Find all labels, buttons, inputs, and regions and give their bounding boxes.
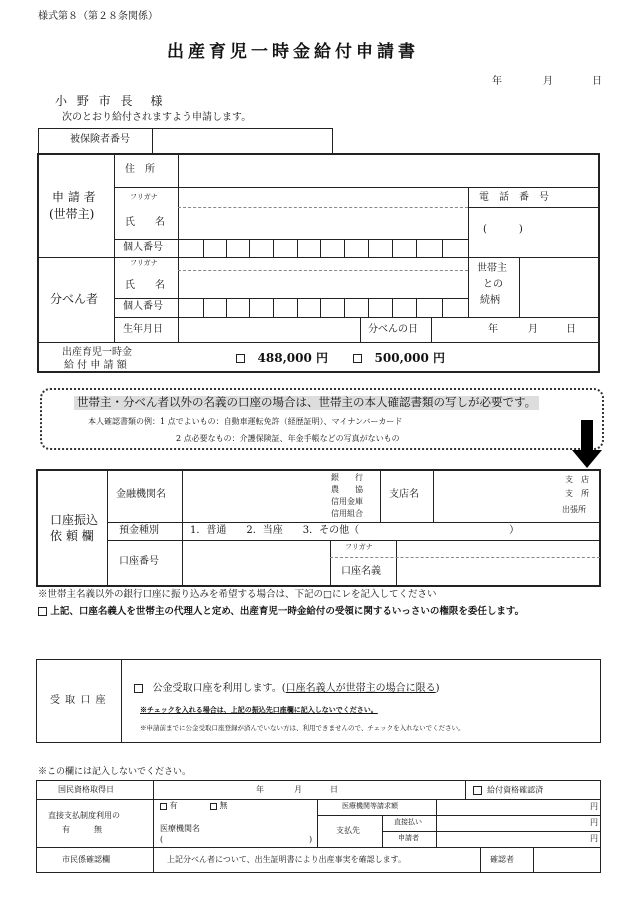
payee-label: 支払先 (336, 826, 360, 835)
branch-type-shucchojo: 出張所 (562, 505, 586, 514)
insured-number-label: 被保険者番号 (70, 134, 130, 145)
account-number-field[interactable] (184, 542, 328, 584)
checkbox-icon (38, 607, 47, 616)
yen-3: 円 (590, 834, 598, 843)
amount-label-sub: 給 付 申 請 額 (64, 360, 127, 371)
qualification-date-label: 国民資格取得日 (58, 785, 114, 794)
checkbox-icon (353, 354, 362, 363)
account-furigana-label: フリガナ (345, 543, 373, 551)
medical-inst-paren-close: ) (309, 835, 313, 844)
checkbox-icon (160, 803, 167, 810)
mother-personal-number-label: 個人番号 (123, 301, 163, 312)
medical-claim-label: 医療機関等請求額 (342, 802, 398, 810)
phone-label: 電 話 番 号 (479, 192, 549, 203)
amount-label: 出産育児一時金 (62, 347, 132, 358)
checkbox-icon (236, 354, 245, 363)
intro-text: 次のとおり給付されますよう申請します。 (62, 112, 252, 123)
address-field[interactable] (180, 156, 598, 186)
applicant-table (37, 153, 600, 373)
branch-label: 支店名 (389, 489, 419, 500)
notice-line-2: 2 点必要なもの：介護保険証、年金手帳などの写真がないもの (176, 434, 400, 443)
branch-type-shiten: 支 店 (565, 475, 589, 484)
mother-name-field[interactable] (180, 272, 466, 296)
mother-furigana-label: フリガナ (130, 259, 158, 267)
qualification-confirmed[interactable]: 給付資格確認済 (473, 786, 543, 795)
deposit-type-options[interactable]: 1．普通 2．当座 3．その他（ ） (190, 525, 520, 536)
mother-name-label: 氏 名 (125, 280, 165, 291)
inst-type-shinkumi: 信用組合 (331, 509, 363, 518)
down-arrow-icon (581, 420, 593, 452)
direct-payment-no[interactable]: 無 (210, 802, 228, 810)
delivery-month: 月 (528, 324, 538, 335)
institution-label: 金融機関名 (116, 489, 166, 500)
applicant-furigana-label: フリガナ (130, 193, 158, 201)
account-name-label: 口座名義 (341, 566, 381, 577)
mother-label: 分べん者 (50, 292, 99, 306)
medical-inst-label: 医療機関名 (160, 824, 200, 833)
qual-day: 日 (330, 785, 338, 794)
bank-note: ※世帯主名義以外の銀行口座に振り込みを希望する場合は、下記の□にレを記入してください (38, 589, 437, 600)
direct-payment-label-sub: 有 無 (62, 825, 102, 834)
office-use-note: ※この欄には記入しないでください。 (38, 767, 192, 777)
delivery-date-label: 分べんの日 (368, 324, 418, 335)
date-day: 日 (592, 76, 602, 87)
branch-field[interactable] (435, 472, 555, 520)
qual-year: 年 (256, 785, 264, 794)
account-number-label: 口座番号 (119, 556, 159, 567)
inst-type-nokyo: 農 協 (331, 485, 363, 494)
relation-label-3: 続柄 (480, 295, 500, 306)
delivery-day: 日 (566, 324, 576, 335)
applicant-personal-number-label: 個人番号 (123, 242, 163, 253)
qual-month: 月 (294, 785, 302, 794)
phone-field[interactable]: ( ) (483, 224, 527, 235)
account-name-field[interactable] (398, 559, 598, 584)
receipt-account-label: 受 取 口 座 (50, 695, 107, 706)
date-month: 月 (543, 76, 553, 87)
amount-option-500000[interactable]: 500,000 円 (353, 352, 445, 364)
receipt-account-option[interactable]: 公金受取口座を利用します。(口座名義人が世帯主の場合に限る) (134, 684, 440, 694)
notice-line-1: 本人確認書類の例：1 点でよいもの：自動車運転免許（経歴証明）、マイナンバーカード (88, 417, 403, 426)
yen-2: 円 (590, 818, 598, 827)
amount-option-488000[interactable]: 488,000 円 (236, 352, 328, 364)
bank-section-label: 口座振込 (50, 513, 99, 527)
receipt-note-1: ※チェックを入れる場合は、上記の振込先口座欄に記入しないでください。 (140, 705, 378, 714)
institution-field[interactable] (184, 472, 329, 520)
direct-payment-yes[interactable]: 有 (160, 802, 178, 810)
medical-inst-paren-open: ( (160, 835, 164, 844)
deposit-type-label: 預金種別 (119, 525, 159, 536)
inst-type-bank: 銀 行 (331, 473, 363, 482)
inst-type-shinkin: 信用金庫 (331, 497, 363, 506)
receipt-note-2: ※申請前までに公金受取口座登録が済んでいない方は、利用できませんので、チェックを入れないでください。 (140, 724, 465, 732)
delegation-statement[interactable]: 上記、口座名義人を世帯主の代理人と定め、出産育児一時金給付の受領に関するいっさいの権限を委任します。 (38, 607, 524, 617)
branch-type-shisho: 支 所 (565, 489, 589, 498)
applicant-payee-label: 申請者 (398, 834, 419, 842)
notice-headline: 世帯主・分べん者以外の名義の口座の場合は、世帯主の本人確認書類の写しが必要です。 (74, 396, 539, 410)
relation-label-2: との (483, 279, 503, 290)
delivery-year: 年 (488, 324, 498, 335)
relation-label-1: 世帯主 (477, 263, 507, 274)
direct-pay-label: 直接払い (394, 818, 422, 826)
addressee: 小 野 市 長 様 (55, 94, 166, 108)
applicant-name-label: 氏 名 (125, 217, 165, 228)
birthdate-label: 生年月日 (123, 324, 163, 335)
address-label: 住 所 (125, 164, 155, 175)
insured-number-field[interactable] (154, 130, 330, 152)
applicant-label-sub: (世帯主) (49, 207, 95, 221)
applicant-label: 申 請 者 (52, 190, 96, 204)
checkbox-icon (134, 684, 143, 693)
confirmer-field[interactable] (535, 849, 599, 871)
direct-payment-label: 直接支払制度利用の (48, 811, 120, 820)
city-check-text: 上記分べん者について、出生証明書により出産事実を確認します。 (167, 855, 407, 864)
checkbox-icon (210, 803, 217, 810)
yen-1: 円 (590, 802, 598, 811)
birthdate-field[interactable] (180, 319, 358, 340)
city-check-label: 市民係確認欄 (62, 855, 110, 864)
bank-section-label-sub: 依 頼 欄 (50, 529, 94, 543)
date-year: 年 (492, 76, 502, 87)
relation-field[interactable] (521, 259, 598, 315)
checkbox-icon (473, 786, 482, 795)
applicant-name-field[interactable] (180, 209, 466, 237)
confirmer-label: 確認者 (490, 855, 514, 864)
form-number: 様式第８（第２８条関係） (38, 11, 158, 22)
page-title: 出産育児一時金給付申請書 (167, 42, 419, 62)
